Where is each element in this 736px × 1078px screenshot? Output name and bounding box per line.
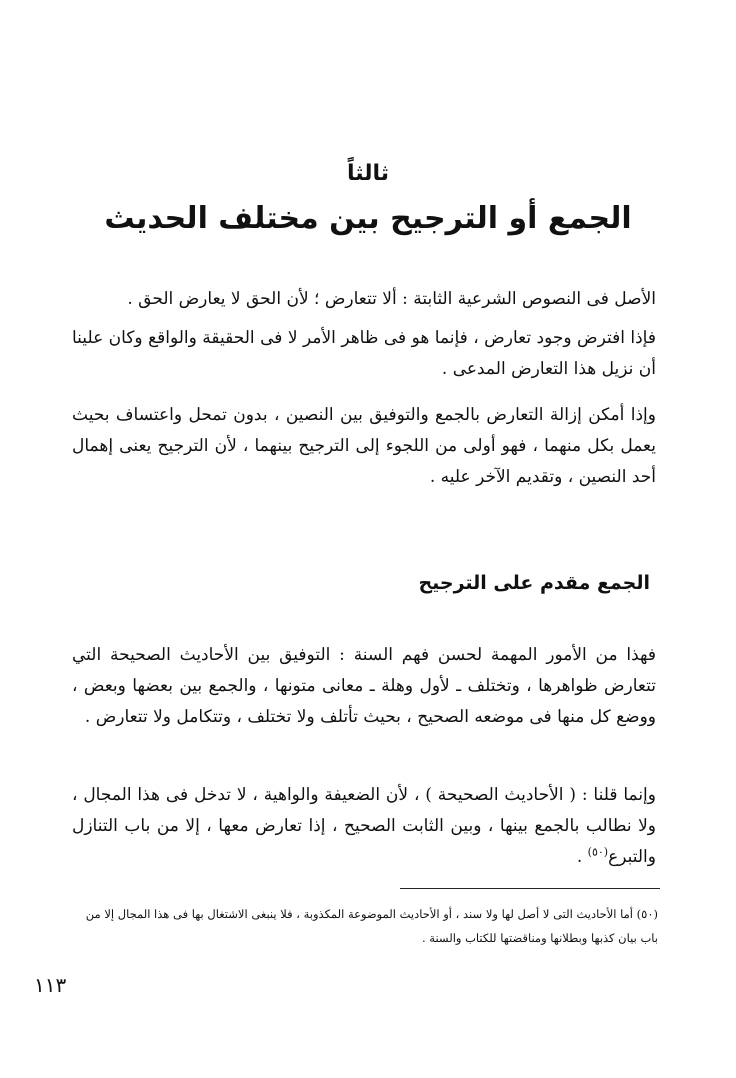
footnote-marker[interactable]: (٥٠) xyxy=(587,845,609,859)
footnote: (٥٠) أما الأحاديث التى لا أصل لها ولا سند ، أو الأحاديث الموضوعة المكذوبة ، فلا ينبغى الاشتغال بها فى هذا المجال إلا من باب بيان كذبها وبطلانها ومناقضتها للكتاب والسنة . xyxy=(85,907,658,945)
footnote-divider xyxy=(400,888,660,889)
section-label: ثالثاً xyxy=(346,161,390,186)
paragraph-3: وإذا أمكن إزالة التعارض بالجمع والتوفيق بين النصين ، بدون تمحل واعتساف بحيث يعمل بكل منهما ، فهو أولى من اللجوء إلى الترجيح بينهما ، لأن الترجيح يعنى إهمال أحد النصين ، وتقديم الآخر عليه . xyxy=(72,405,656,487)
paragraph-4: فهذا من الأمور المهمة لحسن فهم السنة : التوفيق بين الأحاديث الصحيحة التي تتعارض ظواهرها ، وتختلف ـ لأول وهلة ـ معانى متونها ، والجمع بين بعضها وبعض ، ووضع كل منها فى موضعه الصحيح ، بحيث تأتلف ولا تختلف ، وتتكامل ولا تتعارض . xyxy=(72,645,656,727)
paragraph-5 xyxy=(72,780,656,873)
paragraph-2: فإذا افترض وجود تعارض ، فإنما هو فى ظاهر الأمر لا فى الحقيقة والواقع وكان علينا أن نزيل هذا التعارض المدعى . xyxy=(72,328,656,379)
chapter-title: الجمع أو الترجيح بين مختلف الحديث xyxy=(104,201,632,236)
paragraph-5-text: وإنما قلنا : ( الأحاديث الصحيحة ) ، لأن الضعيفة والواهية ، لا تدخل فى هذا المجال ، ولا نطالب بالجمع بينها ، وبين الثابت الصحيح ، إذا تعارض معها ، إلا من باب التنازل والتبرع xyxy=(72,785,656,867)
subheading: الجمع مقدم على الترجيح xyxy=(418,572,650,594)
paragraph-1: الأصل فى النصوص الشرعية الثابتة : ألا تتعارض ؛ لأن الحق لا يعارض الحق . xyxy=(127,289,656,309)
page-number: ١١٣ xyxy=(34,973,67,997)
paragraph-5-end: . xyxy=(576,847,588,867)
